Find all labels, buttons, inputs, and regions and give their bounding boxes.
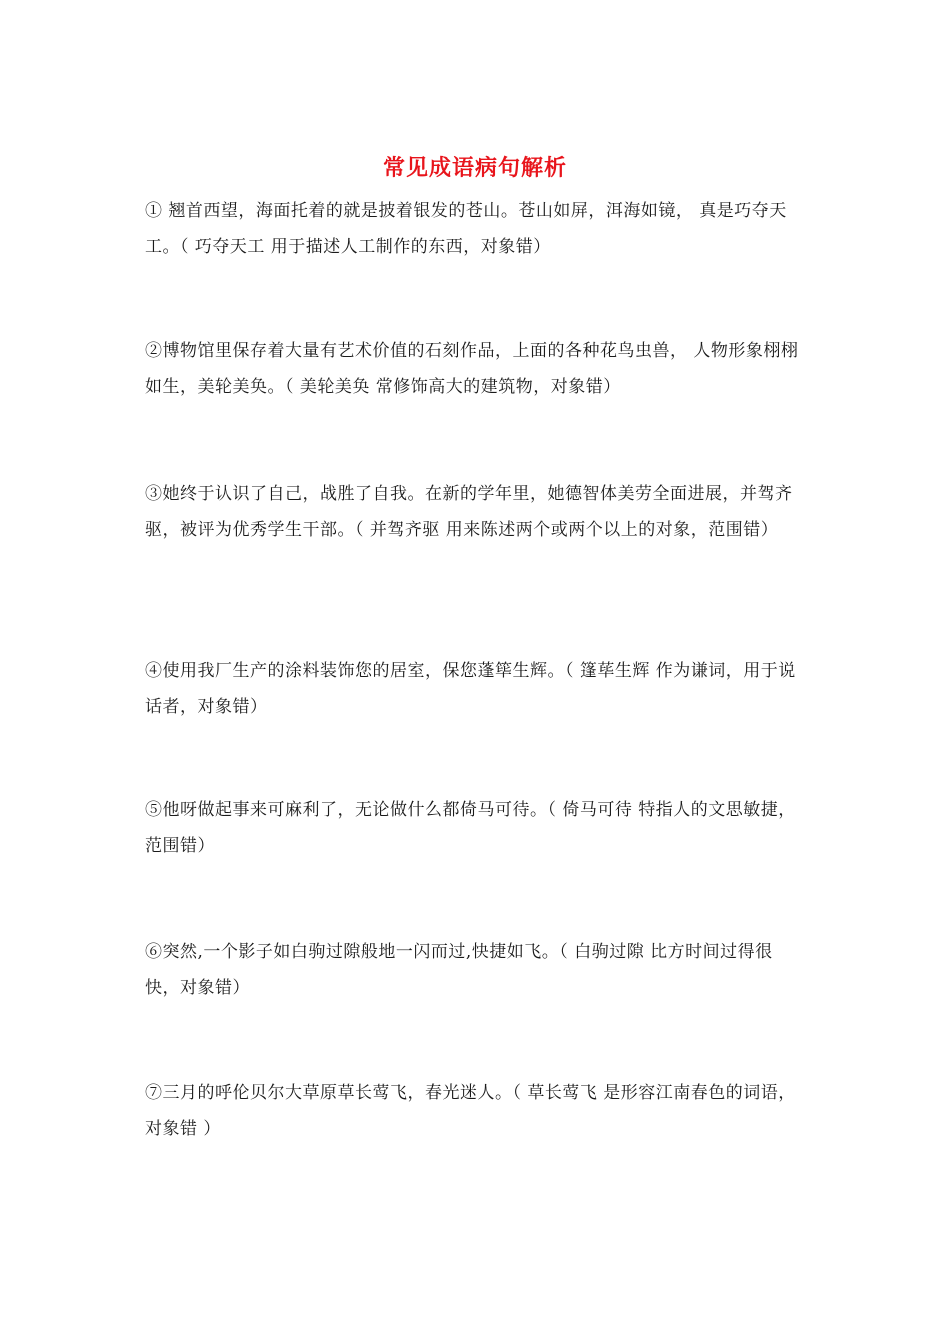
list-item: ⑥突然,一个影子如白驹过隙般地一闪而过,快捷如飞。（ 白驹过隙 比方时间过得很快，对象错） <box>145 942 773 998</box>
list-item: ⑦三月的呼伦贝尔大草原草长莺飞，春光迷人。（ 草长莺飞 是形容江南春色的词语，对象错 ） <box>145 1083 796 1139</box>
list-item: ① 翘首西望，海面托着的就是披着银发的苍山。苍山如屏，洱海如镜， 真是巧夺天工。（ 巧夺天工 用于描述人工制作的东西，对象错） <box>145 201 787 257</box>
document-title: 常见成语病句解析 <box>382 155 567 181</box>
list-item: ⑤他呀做起事来可麻利了，无论做什么都倚马可待。（ 倚马可待 特指人的文思敏捷，范围错） <box>145 800 796 856</box>
list-item: ④使用我厂生产的涂料装饰您的居室，保您蓬筚生辉。（ 篷荜生辉 作为谦词，用于说话者，对象错） <box>145 661 796 717</box>
list-item: ②博物馆里保存着大量有艺术价值的石刻作品，上面的各种花鸟虫兽， 人物形象栩栩如生，美轮美奂。（ 美轮美奂 常修饰高大的建筑物，对象错） <box>145 341 799 397</box>
list-item: ③她终于认识了自己，战胜了自我。在新的学年里，她德智体美劳全面进展，并驾齐驱，被评为优秀学生干部。（ 并驾齐驱 用来陈述两个或两个以上的对象，范围错） <box>145 484 793 540</box>
